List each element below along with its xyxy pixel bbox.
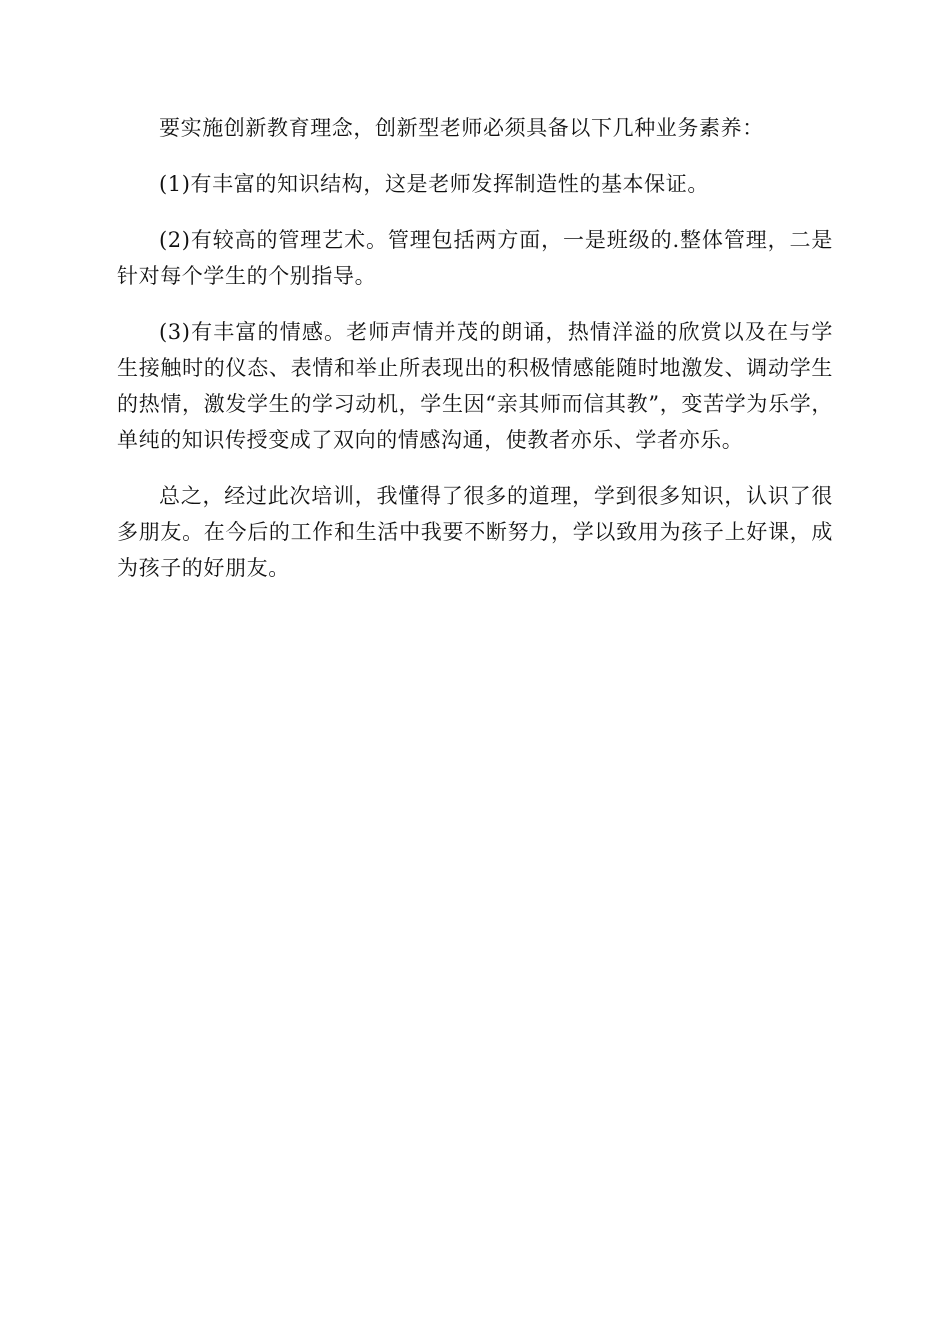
paragraph-item-3: (3)有丰富的情感。老师声情并茂的朗诵，热情洋溢的欣赏以及在与学生接触时的仪态、表情和举止所表现出的积极情感能随时地激发、调动学生的热情，激发学生的学习动机，学生因“亲其师而信其教”，变苦学为乐学，单纯的知识传授变成了双向的情感沟通，使教者亦乐、学者亦乐。	[117, 320, 833, 452]
document-body	[117, 110, 833, 606]
paragraph-intro: 要实施创新教育理念，创新型老师必须具备以下几种业务素养：	[159, 116, 764, 140]
paragraph-conclusion: 总之，经过此次培训，我懂得了很多的道理，学到很多知识，认识了很多朋友。在今后的工作和生活中我要不断努力，学以致用为孩子上好课，成为孩子的好朋友。	[117, 484, 833, 580]
paragraph-item-2: (2)有较高的管理艺术。管理包括两方面，一是班级的.整体管理，二是针对每个学生的个别指导。	[117, 228, 833, 288]
paragraph-item-1: (1)有丰富的知识结构，这是老师发挥制造性的基本保证。	[159, 172, 709, 196]
